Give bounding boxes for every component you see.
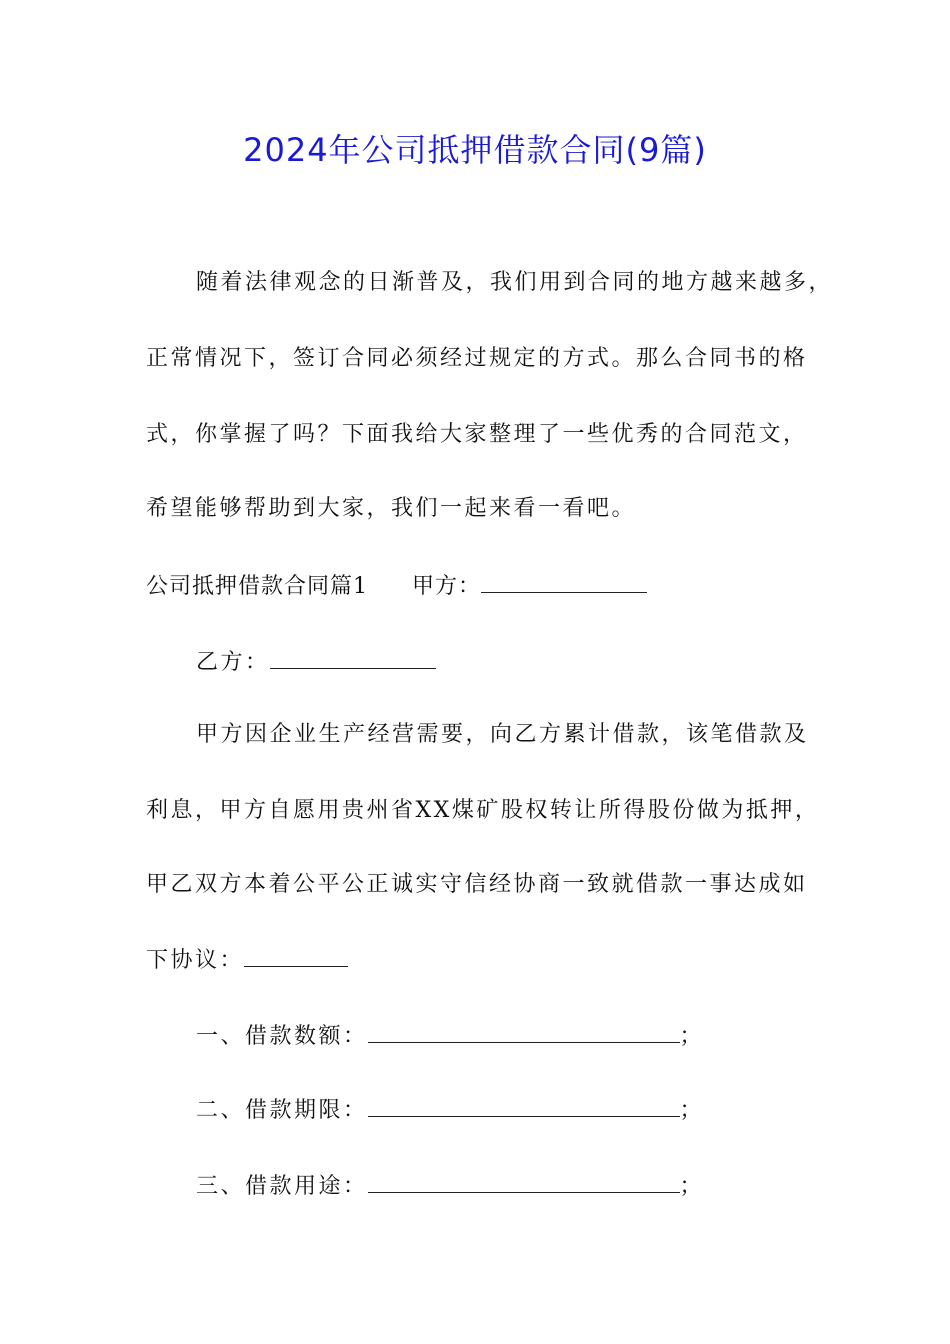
clause-2-label: 二、借款期限：	[196, 1098, 368, 1123]
body-line-4-text: 下协议：	[146, 948, 245, 973]
clause-3-label: 三、借款用途：	[196, 1174, 368, 1199]
body-line-2: 利息，甲方自愿用贵州省XX煤矿股权转让所得股份做为抵押，	[146, 798, 820, 823]
clause-3	[196, 1170, 704, 1202]
party-a-label: 甲方：	[412, 574, 482, 599]
party-b-blank	[270, 646, 436, 669]
clause-2-blank	[368, 1094, 680, 1117]
intro-line-2: 正常情况下，签订合同必须经过规定的方式。那么合同书的格	[146, 346, 808, 371]
body-line-3: 甲乙双方本着公平公正诚实守信经协商一致就借款一事达成如	[146, 872, 808, 897]
section-heading: 公司抵押借款合同篇1	[146, 574, 368, 599]
clause-2	[196, 1094, 704, 1126]
body-line-1: 甲方因企业生产经营需要，向乙方累计借款，该笔借款及	[196, 722, 809, 747]
section-heading-row	[146, 570, 647, 602]
party-a-blank	[481, 570, 647, 593]
intro-line-3: 式，你掌握了吗？下面我给大家整理了一些优秀的合同范文，	[146, 422, 808, 447]
clause-1-end: ；	[679, 1024, 705, 1049]
clause-1	[196, 1020, 704, 1052]
clause-2-end: ；	[679, 1098, 705, 1123]
intro-line-1: 随着法律观念的日渐普及，我们用到合同的地方越来越多，	[196, 270, 834, 295]
party-b-label: 乙方：	[196, 650, 270, 675]
document-title: 2024年公司抵押借款合同(9篇)	[243, 131, 707, 169]
clause-3-end: ；	[679, 1174, 705, 1199]
clause-1-blank	[368, 1020, 680, 1043]
body-line-4	[146, 944, 348, 976]
agreement-blank	[244, 944, 348, 967]
intro-line-4: 希望能够帮助到大家，我们一起来看一看吧。	[146, 496, 637, 521]
clause-3-blank	[368, 1170, 680, 1193]
party-b-row	[196, 646, 436, 678]
clause-1-label: 一、借款数额：	[196, 1024, 368, 1049]
